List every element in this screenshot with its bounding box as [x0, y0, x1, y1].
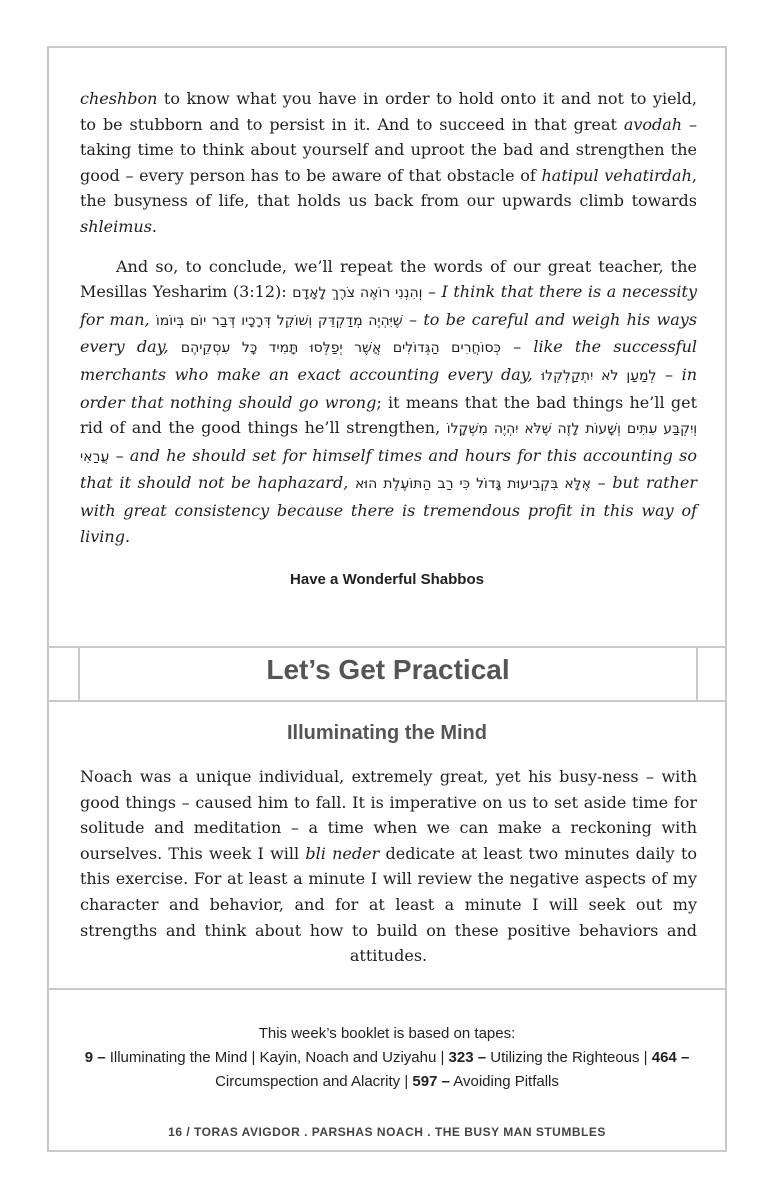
hebrew-quote: שֶׁיִּהְיֶה מְדַקְדֵּק וְשׁוֹקֵל דְּרָכָיו דְּבַר יוֹם בְּיוֹמוֹ	[155, 312, 403, 329]
translation: I think that there is a necessity for man,	[80, 282, 698, 329]
tape-number: 323 –	[448, 1049, 487, 1066]
tapes-section	[49, 1022, 725, 1094]
page-footer: 16 / TORAS AVIGDOR . PARSHAS NOACH . THE BUSY MAN STUMBLES	[168, 1125, 606, 1139]
hebrew-quote: לְמַעַן לֹא יִתְקַלְקְלוּ	[541, 367, 657, 384]
text-span: dedicate at least two minutes daily to this exercise. For at least a minute I will review the negative aspects of my character and behavior, and for at least a minute I will seek out my strengths and think about how to build on these positive behaviors and attitudes.	[80, 843, 698, 966]
section-title: Let’s Get Practical	[266, 654, 510, 685]
space	[348, 473, 355, 492]
tapes-list	[49, 1046, 725, 1094]
article-text	[80, 86, 697, 549]
paragraph-2	[80, 254, 697, 550]
text-span: to know what you have in order to hold onto it and not to yield, to be stubborn and to persist in it. And to succeed in that great	[80, 89, 697, 134]
translation: like the successful merchants who make an exact accounting every day,	[80, 337, 698, 384]
term-avodah: avodah	[623, 114, 683, 134]
tape-title: Illuminating the Mind	[105, 1049, 248, 1066]
text-span: – taking time to think about yourself and uproot the bad and strengthen the good – every person has to be aware of that obstacle of	[80, 114, 697, 185]
hebrew-quote: וְיִקְבַּע עִתִּים וְשָׁעוֹת לָזֶה שֶׁלֹּא יִהְיֶה מִשְׁקָלוֹ עֲרַאִי	[80, 421, 698, 465]
translation: but rather with great consistency because there is tremendous profit in this way of living.	[80, 473, 697, 546]
term-hatipul: hatipul vehatirdah	[541, 165, 692, 185]
tape-title: Kayin, Noach and Uziyahu	[259, 1049, 437, 1066]
tape-title: Utilizing the Righteous	[486, 1049, 640, 1066]
text-span: .	[151, 216, 157, 236]
separator: |	[247, 1049, 260, 1066]
hebrew-quote: וְהִנְנִי רוֹאֶה צֹרֶךְ לָאָדָם	[292, 285, 423, 302]
separator: |	[639, 1049, 652, 1066]
text-span: ; it means that the bad things he’ll get rid of and the good things he’ll strengthen,	[80, 392, 697, 438]
term-cheshbon: cheshbon	[80, 89, 158, 108]
dash: –	[500, 337, 534, 357]
text-span: , the busyness of life, that holds us back from our upwards climb towards	[80, 165, 697, 211]
dash: –	[109, 445, 130, 465]
closing-greeting: Have a Wonderful Shabbos	[290, 571, 484, 588]
translation: to be careful and weigh his ways every day,	[80, 309, 698, 357]
text-span: And so, to conclude, we’ll repeat the words of our great teacher, the Mesillas Yesharim (3:12):	[80, 256, 697, 302]
tape-number: 464 –	[651, 1049, 690, 1066]
separator: |	[400, 1073, 413, 1090]
divider	[49, 988, 725, 990]
divider	[49, 700, 725, 702]
separator: |	[436, 1049, 449, 1066]
dash: –	[402, 309, 424, 329]
tape-title: Avoiding Pitfalls	[449, 1073, 559, 1090]
hebrew-quote: כְּסוֹחֲרִים הַגְּדוֹלִים אֲשֶׁר יְפַלְּסוּ תָּמִיד כָּל עִסְקֵיהֶם	[180, 340, 501, 357]
dash: –	[656, 364, 682, 384]
term-bli-neder: bli neder	[305, 843, 380, 863]
text-span: Noach was a unique individual, extremely great, yet his busy-ness – with good things – caused him to fall. It is imperative on us to set aside time for solitude and meditation – a time when we can make a reckoning with ourselves. This week I will	[80, 767, 697, 863]
divider	[49, 646, 725, 648]
tapes-heading: This week’s booklet is based on tapes:	[258, 1025, 516, 1042]
dash: –	[422, 282, 442, 302]
tape-number: 597 –	[412, 1073, 450, 1090]
translation: in order that nothing should go wrong	[80, 364, 697, 412]
tape-title: Circumspection and Alacrity	[215, 1073, 401, 1090]
translation: and he should set for himself times and hours for this accounting so that it should not be haphazard,	[80, 445, 697, 493]
tape-number: 9 –	[84, 1049, 106, 1066]
section-subtitle: Illuminating the Mind	[287, 722, 487, 744]
paragraph-1	[80, 86, 697, 240]
hebrew-quote: אֶלָּא בִּקְבִיעוּת גָּדוֹל כִּי רַב הַתּוֹעֶלֶת הוּא	[354, 476, 591, 493]
practical-paragraph	[80, 764, 697, 969]
term-shleimus: shleimus	[80, 216, 152, 236]
dash: –	[591, 473, 613, 493]
space	[169, 337, 181, 356]
